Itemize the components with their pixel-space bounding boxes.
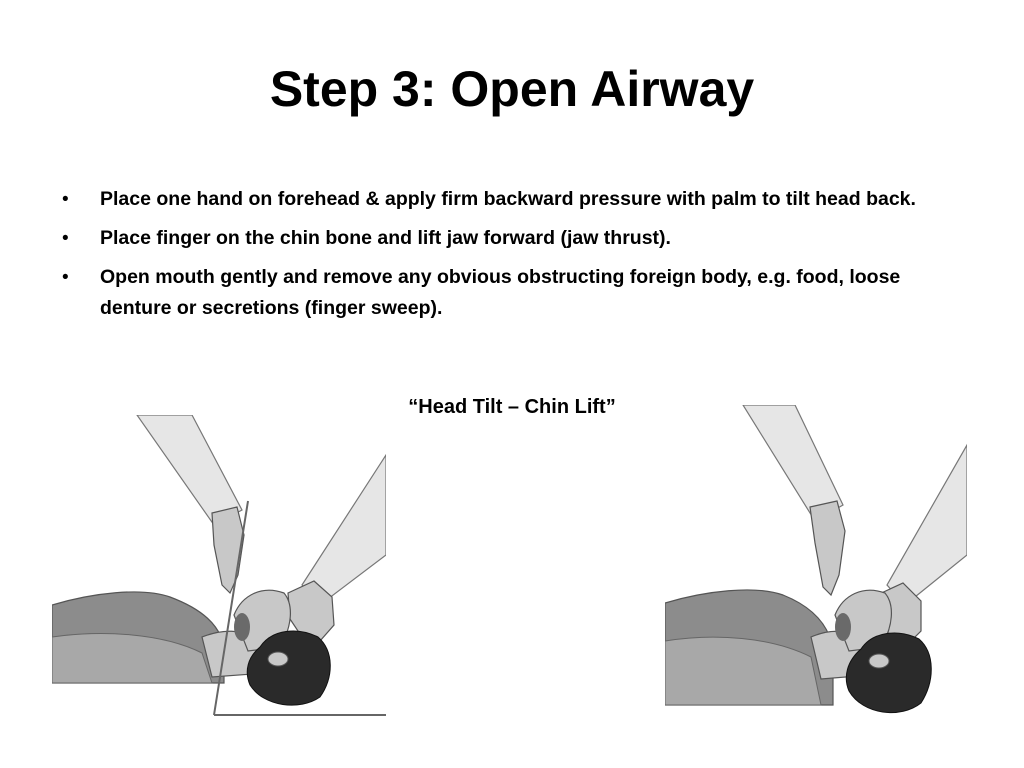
slide-title: Step 3: Open Airway [269, 61, 755, 117]
bullet-glyph: • [62, 189, 69, 210]
victim-mouth [234, 613, 250, 641]
bullet-text: Place finger on the chin bone and lift jaw forward (jaw thrust). [100, 227, 671, 249]
victim-mouth [835, 613, 851, 641]
rescuer-arm-chin [887, 445, 967, 605]
bullet-item [62, 223, 962, 254]
bullet-text: Place one hand on forehead & apply firm backward pressure with palm to tilt head back. [100, 188, 916, 210]
head-tilt-chin-lift-illustration-left [52, 415, 386, 720]
bullet-glyph: • [62, 228, 69, 249]
bullet-list [62, 184, 962, 332]
bullet-item [62, 184, 962, 215]
victim-ear [268, 652, 288, 666]
rescuer-hand-forehead [212, 507, 244, 593]
bullet-text: Open mouth gently and remove any obvious obstructing foreign body, e.g. food, loose denture or secretions (finger sweep). [100, 266, 901, 319]
bullet-glyph: • [62, 267, 69, 288]
head-tilt-chin-lift-illustration-right [665, 405, 967, 735]
bullet-item [62, 262, 962, 324]
rescuer-hand-forehead [810, 501, 845, 595]
rescuer-arm-forehead [137, 415, 242, 525]
victim-ear [869, 654, 889, 668]
illustration-caption: “Head Tilt – Chin Lift” [408, 396, 616, 418]
